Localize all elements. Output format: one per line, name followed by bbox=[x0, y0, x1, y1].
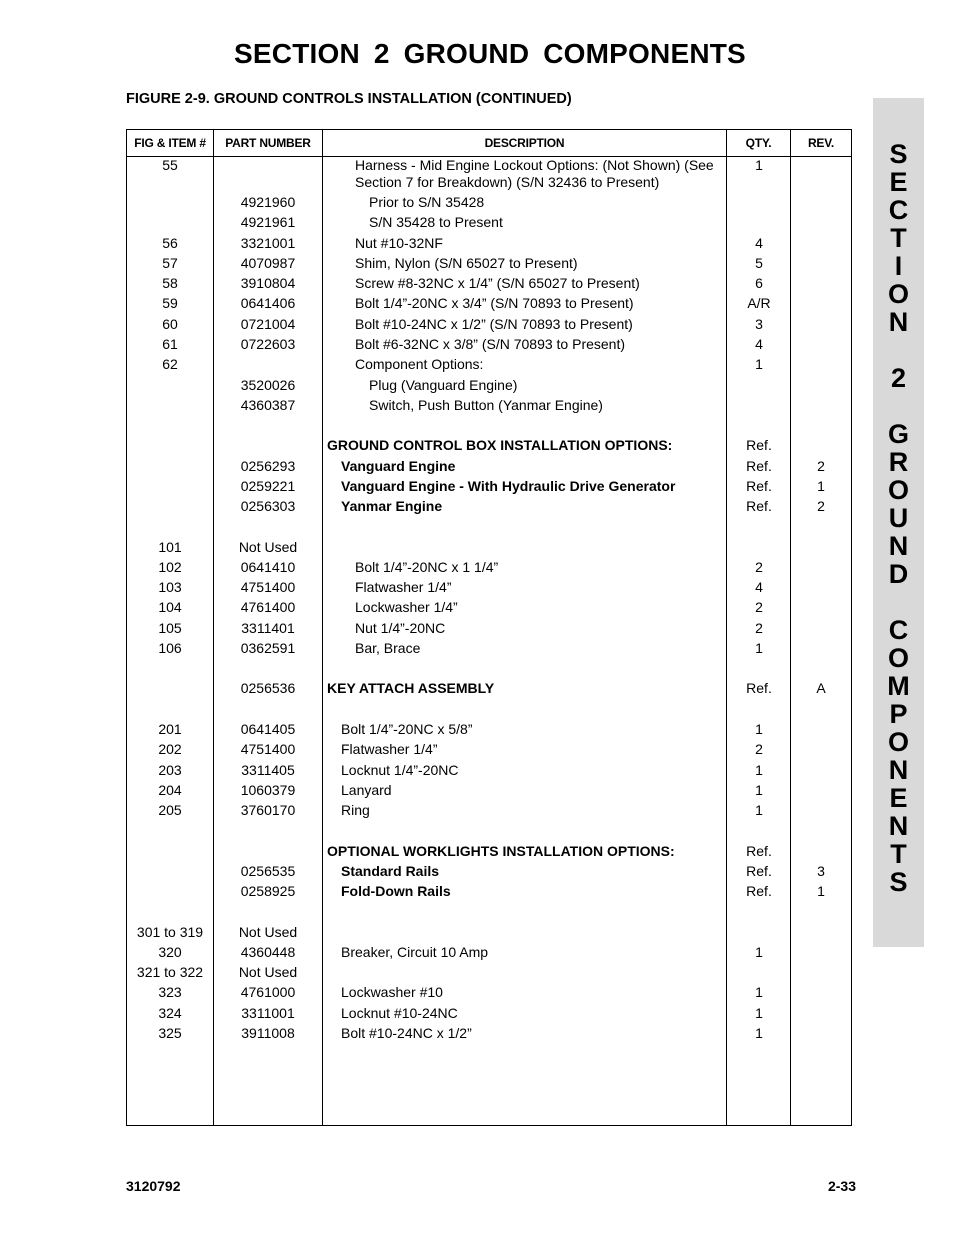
part-number: 0256535 bbox=[240, 863, 296, 879]
fig-item: 59 bbox=[162, 295, 178, 311]
description: Ring bbox=[341, 802, 370, 818]
part-number: 4360448 bbox=[240, 944, 296, 960]
tab-letter: N bbox=[888, 755, 909, 785]
tab-letter: C bbox=[888, 195, 909, 225]
part-number: 4360387 bbox=[240, 397, 296, 413]
part-number: 4751400 bbox=[240, 579, 296, 595]
quantity: 2 bbox=[755, 620, 763, 636]
group-heading: GROUND CONTROL BOX INSTALLATION OPTIONS: bbox=[327, 437, 673, 453]
tab-letter: G bbox=[887, 419, 909, 449]
column-header-rev: REV. bbox=[807, 136, 835, 150]
revision: 1 bbox=[817, 883, 825, 899]
fig-item: 324 bbox=[158, 1005, 182, 1021]
description: Bar, Brace bbox=[355, 640, 421, 656]
fig-item: 201 bbox=[158, 721, 182, 737]
part-number: 0362591 bbox=[240, 640, 296, 656]
part-number: 3321001 bbox=[240, 235, 296, 251]
part-number: 3910804 bbox=[240, 275, 296, 291]
tab-letter: O bbox=[887, 643, 909, 673]
page-number: 2-33 bbox=[827, 1178, 856, 1194]
description: Bolt #10-24NC x 1/2” bbox=[341, 1025, 472, 1041]
tab-letter: P bbox=[889, 699, 908, 729]
part-number: 0259221 bbox=[240, 478, 296, 494]
part-number: 4070987 bbox=[240, 255, 296, 271]
fig-item: 323 bbox=[158, 984, 182, 1000]
tab-letter: O bbox=[887, 279, 909, 309]
fig-item: 58 bbox=[162, 275, 178, 291]
column-header-fig-item: FIG & ITEM # bbox=[134, 136, 206, 150]
fig-item: 320 bbox=[158, 944, 182, 960]
description: Bolt #10-24NC x 1/2” (S/N 70893 to Present) bbox=[355, 316, 633, 332]
part-number: Not Used bbox=[238, 539, 298, 555]
description: Standard Rails bbox=[341, 863, 440, 879]
tab-letter: T bbox=[890, 223, 907, 253]
part-number: 0641410 bbox=[240, 559, 296, 575]
tab-letter: I bbox=[894, 251, 903, 281]
description: Locknut 1/4”-20NC bbox=[341, 762, 459, 778]
tab-letter: E bbox=[889, 783, 908, 813]
quantity: 4 bbox=[755, 579, 763, 595]
column-divider bbox=[322, 130, 323, 1125]
fig-item: 205 bbox=[158, 802, 182, 818]
fig-item: 62 bbox=[162, 356, 178, 372]
document-number: 3120792 bbox=[126, 1178, 181, 1194]
description: Fold-Down Rails bbox=[341, 883, 451, 899]
revision: 2 bbox=[817, 498, 825, 514]
part-number: 0722603 bbox=[240, 336, 296, 352]
revision: 3 bbox=[817, 863, 825, 879]
revision: 2 bbox=[817, 458, 825, 474]
description: Flatwasher 1/4” bbox=[355, 579, 452, 595]
tab-letter: D bbox=[888, 559, 909, 589]
quantity: A/R bbox=[747, 295, 771, 311]
quantity: 4 bbox=[755, 336, 763, 352]
part-number: 0258925 bbox=[240, 883, 296, 899]
part-number: 0721004 bbox=[240, 316, 296, 332]
fig-item: 102 bbox=[158, 559, 182, 575]
column-header-qty: QTY. bbox=[745, 136, 772, 150]
quantity: 1 bbox=[755, 356, 763, 372]
tab-letter: S bbox=[889, 139, 908, 169]
part-number: 3911008 bbox=[241, 1025, 295, 1041]
group-heading: KEY ATTACH ASSEMBLY bbox=[327, 680, 495, 696]
tab-letter: U bbox=[888, 503, 909, 533]
fig-item: 105 bbox=[158, 620, 182, 636]
part-number: 4761000 bbox=[240, 984, 296, 1000]
fig-item: 57 bbox=[162, 255, 178, 271]
quantity: 1 bbox=[755, 157, 763, 173]
part-number: 3311405 bbox=[241, 762, 295, 778]
description: Yanmar Engine bbox=[341, 498, 443, 514]
part-number: Not Used bbox=[238, 924, 298, 940]
description: Harness - Mid Engine Lockout Options: (Not Shown) (See bbox=[355, 157, 714, 173]
description: S/N 35428 to Present bbox=[369, 214, 503, 230]
tab-letter: N bbox=[888, 307, 909, 337]
description: Prior to S/N 35428 bbox=[369, 194, 485, 210]
quantity: Ref. bbox=[746, 437, 772, 453]
description: Shim, Nylon (S/N 65027 to Present) bbox=[355, 255, 578, 271]
fig-item: 106 bbox=[158, 640, 182, 656]
description: Vanguard Engine bbox=[341, 458, 456, 474]
description: Lanyard bbox=[341, 782, 392, 798]
quantity: Ref. bbox=[746, 883, 772, 899]
quantity: 2 bbox=[755, 559, 763, 575]
tab-letter: E bbox=[889, 167, 908, 197]
description: Bolt 1/4”-20NC x 5/8” bbox=[341, 721, 473, 737]
tab-letter: M bbox=[887, 671, 910, 701]
group-heading: OPTIONAL WORKLIGHTS INSTALLATION OPTIONS: bbox=[327, 843, 675, 859]
description: Nut #10-32NF bbox=[355, 235, 443, 251]
tab-letter: C bbox=[888, 615, 909, 645]
part-number: 0256293 bbox=[240, 458, 296, 474]
fig-item: 60 bbox=[162, 316, 178, 332]
description: Section 7 for Breakdown) (S/N 32436 to Present) bbox=[355, 174, 660, 190]
tab-letter: S bbox=[889, 867, 908, 897]
part-number: 3520026 bbox=[240, 377, 296, 393]
fig-item: 321 to 322 bbox=[136, 964, 204, 980]
fig-item: 204 bbox=[158, 782, 182, 798]
fig-item: 56 bbox=[162, 235, 178, 251]
part-number: 3311001 bbox=[241, 1005, 295, 1021]
description: Screw #8-32NC x 1/4” (S/N 65027 to Present) bbox=[355, 275, 640, 291]
fig-item: 203 bbox=[158, 762, 182, 778]
description: Bolt #6-32NC x 3/8” (S/N 70893 to Present) bbox=[355, 336, 626, 352]
quantity: Ref. bbox=[746, 680, 772, 696]
fig-item: 55 bbox=[162, 157, 178, 173]
tab-letter: N bbox=[888, 811, 909, 841]
tab-letter: O bbox=[887, 727, 909, 757]
part-number: 0641405 bbox=[240, 721, 296, 737]
section-side-tab bbox=[873, 98, 924, 947]
column-header-part-number: PART NUMBER bbox=[225, 136, 311, 150]
quantity: Ref. bbox=[746, 843, 772, 859]
quantity: Ref. bbox=[746, 458, 772, 474]
quantity: 6 bbox=[755, 275, 763, 291]
tab-letter: T bbox=[890, 839, 907, 869]
quantity: Ref. bbox=[746, 478, 772, 494]
description: Vanguard Engine - With Hydraulic Drive Generator bbox=[341, 478, 676, 494]
description: Bolt 1/4”-20NC x 3/4” (S/N 70893 to Present) bbox=[355, 295, 634, 311]
quantity: 1 bbox=[755, 782, 763, 798]
description: Bolt 1/4”-20NC x 1 1/4” bbox=[355, 559, 499, 575]
fig-item: 325 bbox=[158, 1025, 182, 1041]
quantity: 1 bbox=[755, 640, 763, 656]
quantity: 1 bbox=[755, 944, 763, 960]
figure-title: FIGURE 2-9. GROUND CONTROLS INSTALLATION (CONTINUED) bbox=[126, 91, 572, 107]
fig-item: 61 bbox=[162, 336, 178, 352]
fig-item: 301 to 319 bbox=[136, 924, 204, 940]
description: Nut 1/4”-20NC bbox=[355, 620, 446, 636]
parts-table bbox=[126, 129, 852, 1126]
quantity: 1 bbox=[755, 984, 763, 1000]
fig-item: 101 bbox=[158, 539, 182, 555]
part-number: 0641406 bbox=[240, 295, 296, 311]
tab-letter: O bbox=[887, 475, 909, 505]
fig-item: 104 bbox=[158, 599, 182, 615]
part-number: 0256536 bbox=[240, 680, 296, 696]
part-number: 1060379 bbox=[240, 782, 296, 798]
column-header-description: DESCRIPTION bbox=[484, 136, 565, 150]
description: Lockwasher 1/4” bbox=[355, 599, 458, 615]
description: Switch, Push Button (Yanmar Engine) bbox=[369, 397, 603, 413]
part-number: 0256303 bbox=[240, 498, 296, 514]
description: Locknut #10-24NC bbox=[341, 1005, 458, 1021]
part-number: 4921960 bbox=[240, 194, 296, 210]
part-number: Not Used bbox=[238, 964, 298, 980]
quantity: 3 bbox=[755, 316, 763, 332]
description: Component Options: bbox=[355, 356, 484, 372]
description: Breaker, Circuit 10 Amp bbox=[341, 944, 489, 960]
tab-letter: 2 bbox=[890, 363, 907, 393]
tab-letter: R bbox=[888, 447, 909, 477]
description: Lockwasher #10 bbox=[341, 984, 443, 1000]
tab-letter: N bbox=[888, 531, 909, 561]
part-number: 4921961 bbox=[240, 214, 296, 230]
part-number: 3760170 bbox=[240, 802, 296, 818]
quantity: 1 bbox=[755, 1025, 763, 1041]
quantity: 2 bbox=[755, 741, 763, 757]
revision: A bbox=[816, 680, 826, 696]
quantity: 4 bbox=[755, 235, 763, 251]
quantity: Ref. bbox=[746, 498, 772, 514]
fig-item: 103 bbox=[158, 579, 182, 595]
section-title: SECTION 2 GROUND COMPONENTS bbox=[234, 38, 746, 69]
quantity: 1 bbox=[755, 802, 763, 818]
description: Flatwasher 1/4” bbox=[341, 741, 438, 757]
part-number: 4751400 bbox=[240, 741, 296, 757]
quantity: 5 bbox=[755, 255, 763, 271]
quantity: 2 bbox=[755, 599, 763, 615]
revision: 1 bbox=[817, 478, 825, 494]
part-number: 3311401 bbox=[241, 620, 295, 636]
quantity: 1 bbox=[755, 721, 763, 737]
description: Plug (Vanguard Engine) bbox=[369, 377, 518, 393]
quantity: 1 bbox=[755, 1005, 763, 1021]
quantity: Ref. bbox=[746, 863, 772, 879]
fig-item: 202 bbox=[158, 741, 182, 757]
quantity: 1 bbox=[755, 762, 763, 778]
part-number: 4761400 bbox=[240, 599, 296, 615]
